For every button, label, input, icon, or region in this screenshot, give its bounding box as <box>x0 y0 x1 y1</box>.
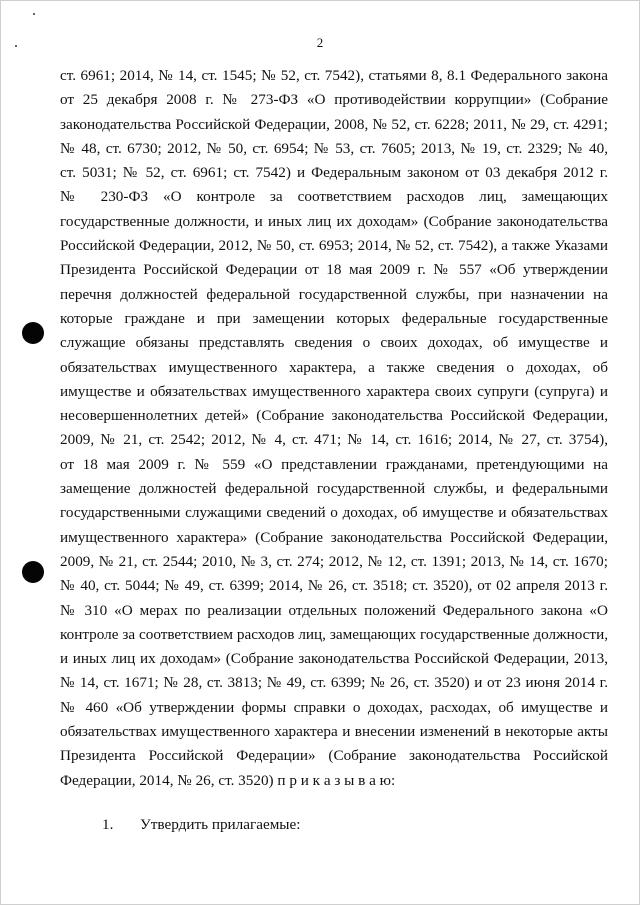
text-line: которые граждане и при замещении которых федеральные государственные <box>60 309 608 327</box>
text-line: Российской Федерации, 2012, № 50, ст. 6953; 2014, № 52, ст. 7542), а также Указами <box>60 237 608 255</box>
list-item-number: 1. <box>102 816 114 833</box>
text-line: служащие обязаны представлять сведения о своих доходах, об имуществе и <box>60 334 608 352</box>
text-line: государственными служащими сведений о доходах, об имуществе и обязательствах <box>60 504 608 522</box>
text-line: ст. 6961; 2014, № 14, ст. 1545; № 52, ст. 7542), статьями 8, 8.1 Федерального закона <box>60 67 608 84</box>
punch-hole <box>22 322 44 344</box>
text-line: и иных лиц их доходам» (Собрание законодательства Российской Федерации, 2013, <box>60 650 608 668</box>
document-body <box>60 64 608 793</box>
text-line: Федерации, 2014, № 26, ст. 3520) п р и к а з ы в а ю: <box>60 771 396 789</box>
text-line: контроле за соответствием расходов лиц, замещающих государственные должности, <box>60 625 608 643</box>
text-line: ст. 5031; № 52, ст. 6961; ст. 7542) и Федеральным законом от 03 декабря 2012 г. <box>60 164 608 182</box>
text-line: от 18 мая 2009 г. № 559 «О представлении гражданами, претендующими на <box>60 455 608 473</box>
text-line: № 48, ст. 6730; 2012, № 50, ст. 6954; № 53, ст. 7605; 2013, № 19, ст. 2329; № 40, <box>60 139 608 157</box>
text-line: № 460 «Об утверждении формы справки о доходах, расходах, об имуществе и <box>60 698 608 716</box>
text-line: государственные должности, и иных лиц их доходам» (Собрание законодательства <box>60 212 608 230</box>
punch-hole <box>22 561 44 583</box>
text-line: имущественного характера» (Собрание законодательства Российской Федерации, <box>60 528 608 546</box>
list-item-text: Утвердить прилагаемые: <box>140 816 301 833</box>
text-line: замещение должностей федеральной государственной службы, и федеральными <box>60 480 608 498</box>
text-line: № 310 «О мерах по реализации отдельных положений Федерального закона «О <box>60 601 608 619</box>
text-line: 2009, № 21, ст. 2542; 2012, № 4, ст. 471; № 14, ст. 1616; 2014, № 27, ст. 3754), <box>60 431 608 449</box>
list-item <box>102 813 300 837</box>
page-number: 2 <box>316 35 324 50</box>
text-line: перечня должностей федеральной государственной службы, при назначении на <box>60 285 608 303</box>
text-line: обязательствах имущественного характера, а также сведения о доходах, об <box>60 358 608 376</box>
scan-speck <box>33 13 35 15</box>
text-line: обязательствах имущественного характера и внесении изменений в некоторые акты <box>60 723 608 741</box>
text-line: № 230-ФЗ «О контроле за соответствием расходов лиц, замещающих <box>60 188 608 206</box>
text-line: несовершеннолетних детей» (Собрание законодательства Российской Федерации, <box>60 407 608 425</box>
text-line: Президента Российской Федерации от 18 мая 2009 г. № 557 «Об утверждении <box>60 261 608 279</box>
text-line: № 40, ст. 5044; № 49, ст. 6399; 2014, № 26, ст. 3518; ст. 3520), от 02 апреля 2013 г. <box>60 577 608 595</box>
text-line: законодательства Российской Федерации, 2008, № 52, ст. 6228; 2011, № 29, ст. 4291; <box>60 115 608 133</box>
text-line: от 25 декабря 2008 г. № 273-ФЗ «О противодействии коррупции» (Собрание <box>60 91 608 109</box>
text-line: № 14, ст. 1671; № 28, ст. 3813; № 49, ст. 6399; № 26, ст. 3520) и от 23 июня 2014 г. <box>60 674 608 692</box>
text-line: Президента Российской Федерации» (Собрание законодательства Российской <box>60 747 608 765</box>
text-line: 2009, № 21, ст. 2544; 2010, № 3, ст. 274; 2012, № 12, ст. 1391; 2013, № 14, ст. 1670; <box>60 552 608 570</box>
text-line: имуществе и обязательствах имущественного характера своих супруги (супруга) и <box>60 382 608 400</box>
